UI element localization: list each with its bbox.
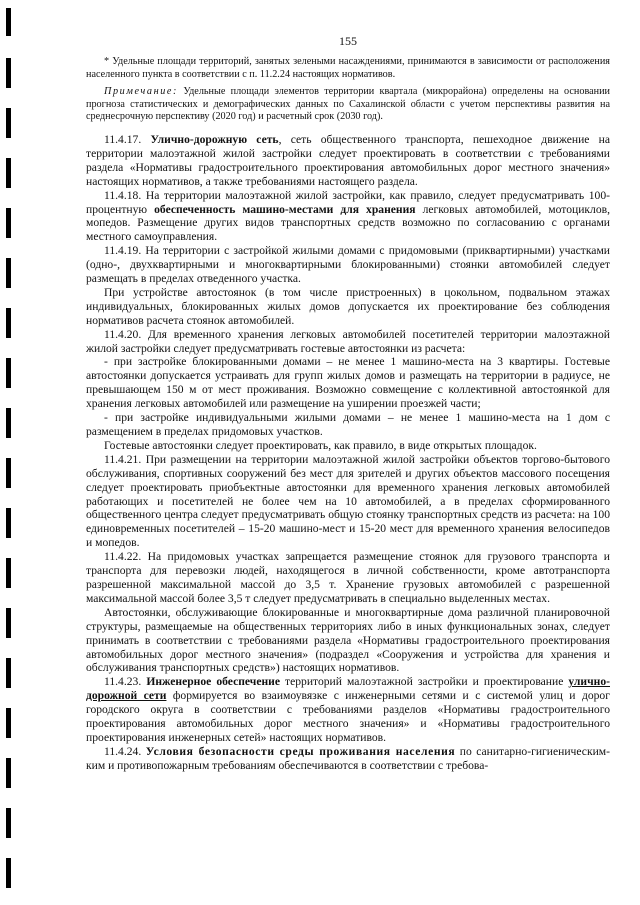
binder-mark bbox=[6, 658, 11, 688]
paragraph-guest-parking: Гостевые автостоянки следует проектировать, как правило, в виде открытых площадок. bbox=[104, 438, 537, 452]
list-item-individual-houses: - при застройке индивидуальными жилыми домами – не менее 1 машино-места на 1 дом с размещением в пределах придомовых участков. bbox=[86, 411, 610, 438]
note-paragraph bbox=[86, 86, 610, 124]
binder-mark bbox=[6, 58, 11, 88]
binder-mark bbox=[6, 608, 11, 638]
paragraph-underground-parking: При устройстве автостоянок (в том числе пристроенных) в цокольном, подвальном этажах индивидуальных, блокированных жилых домов допускается их проектирование без соблюдения нормативов расчета стоянок автомобилей. bbox=[86, 285, 610, 327]
binder-mark bbox=[6, 858, 11, 888]
binder-mark bbox=[6, 8, 11, 36]
binder-mark bbox=[6, 808, 11, 838]
paragraph-text: по санитарно-гигиеническим-ким и противопожарным требованиям обеспечиваются в соответствии с требова- bbox=[86, 744, 610, 772]
binder-mark bbox=[6, 258, 11, 288]
paragraph-text: территорий малоэтажной застройки и проектирование bbox=[279, 675, 569, 689]
document-page bbox=[86, 34, 610, 773]
paragraph-text: , сеть общественного транспорта, пешеходное движение на территории малоэтажной жилой застройки следует проектировать в соответствии с требованиями раздела «Нормативы градостроительного проектирования автомобильных дорог местного значения» настоящих нормативов, а также требованиями настоящего раздела. bbox=[86, 132, 611, 188]
term-bold: Условия безопасности среды проживания населения bbox=[145, 744, 456, 758]
binder-mark bbox=[6, 308, 11, 338]
term-bold-underlined: улично-дорожной сети bbox=[86, 675, 610, 703]
note-label: Примечание: bbox=[104, 86, 179, 98]
section-number: 11.4.17. bbox=[104, 132, 151, 146]
paragraph-text: легковых автомобилей, мотоциклов, мопедов. Размещение других видов транспортных средств возможно по согласованию с органами местного самоуправления. bbox=[86, 202, 610, 244]
footnote-star: * Удельные площади территорий, занятых зелеными насаждениями, принимаются в зависимости от расположения населенного пункта в соответствии с п. 11.2.24 настоящих нормативов. bbox=[86, 56, 610, 80]
paragraph-11-4-23 bbox=[86, 675, 610, 745]
paragraph-11-4-21: 11.4.21. При размещении на территории малоэтажной жилой застройки объектов торгово-бытового обслуживания, спортивных сооружений без мест для зрителей и других объектов массового посещения следует проектировать приобъектные автостоянки для временного хранения легковых автомобилей работающих и посетителей не более чем на 10 автомобилей, а в пределах сформированного общественного центра следует предусматривать общую стоянку транспортных средств из расчета: на 100 единовременных посетителей – 15-20 машино-мест и 15-20 мест для временного хранения велосипедов и мопедов. bbox=[86, 452, 610, 550]
paragraph-11-4-24 bbox=[86, 745, 610, 773]
binder-mark bbox=[6, 208, 11, 238]
list-item-blocked-houses: - при застройке блокированными домами – не менее 1 машино-места на 3 квартиры. Гостевые автостоянки допускается устраивать для групп жилых домов и размещать на территории в радиусе, не превышающем 150 м от мест проживания. Возможно совмещение с коллективной автостоянкой для хранения легковых автомобилей или размещение на уширении проезжей части; bbox=[86, 355, 610, 411]
binder-mark bbox=[6, 108, 11, 138]
page-number: 155 bbox=[339, 34, 357, 48]
paragraph-11-4-19: 11.4.19. На территории с застройкой жилыми домами с придомовыми (приквартирными) участками (одно-, двухквартирными и многоквартирными блокированными) стоянки автомобилей следует размещать в пределах отведенного участка. bbox=[86, 244, 610, 286]
binder-mark bbox=[6, 708, 11, 738]
binder-mark bbox=[6, 158, 11, 188]
binder-mark bbox=[6, 358, 11, 388]
binder-mark bbox=[6, 758, 11, 788]
section-number: 11.4.24. bbox=[104, 744, 146, 758]
binder-mark bbox=[6, 558, 11, 588]
binder-mark bbox=[6, 408, 11, 438]
paragraph-text: 11.4.18. На территории малоэтажной жилой застройки, как правило, следует предусматривать 100-процентную bbox=[86, 188, 610, 216]
paragraph-text: формируется во взаимоувязке с инженерными сетями и с системой улиц и дорог городского округа в соответствии с требованиями разделов «Нормативы градостроительного проектирования автомобильных дорог местного значения» и «Нормативы градостроительного проектирования инженерных сетей» настоящих нормативов. bbox=[86, 689, 610, 744]
term-bold: обеспеченность машино-местами для хранения bbox=[154, 202, 416, 216]
section-number: 11.4.23. bbox=[104, 675, 147, 689]
paragraph-11-4-22: 11.4.22. На придомовых участках запрещается размещение стоянок для грузового транспорта и транспорта для перевозки людей, находящегося в личной собственности, кроме автотранспорта разрешенной максимальной массой до 3,5 т. Хранение грузовых автомобилей с разрешенной максимальной массой более 3,5 т следует предусматривать в специально выделенных местах. bbox=[86, 550, 610, 605]
binder-mark bbox=[6, 508, 11, 538]
term-bold: Улично-дорожную сеть bbox=[150, 132, 279, 146]
paragraph-11-4-20: 11.4.20. Для временного хранения легковых автомобилей посетителей территории малоэтажной жилой застройки следует предусматривать гостевые автостоянки из расчета: bbox=[86, 327, 610, 355]
paragraph-11-4-17 bbox=[86, 133, 610, 189]
paragraph-parking-lots: Автостоянки, обслуживающие блокированные и многоквартирные дома различной планировочной структуры, размещаемые на общественных территориях либо в иных функциональных зонах, следует принимать в соответствии с требованиями раздела «Нормативы градостроительного проектирования автомобильных дорог местного значения» (подраздел «Сооружения и устройства для хранения и обслуживания транспортных средств») настоящих нормативов. bbox=[86, 605, 610, 675]
binder-mark bbox=[6, 458, 11, 488]
term-bold: Инженерное обеспечение bbox=[146, 675, 280, 689]
paragraph-11-4-18 bbox=[86, 189, 610, 245]
note-text: Удельные площади элементов территории квартала (микрорайона) определены на основании прогноза статистических и демографических данных по Сахалинской области с учетом перспективы развития на среднесрочную перспективу (2020 год) и расчетный срок (2030 год). bbox=[86, 86, 610, 123]
